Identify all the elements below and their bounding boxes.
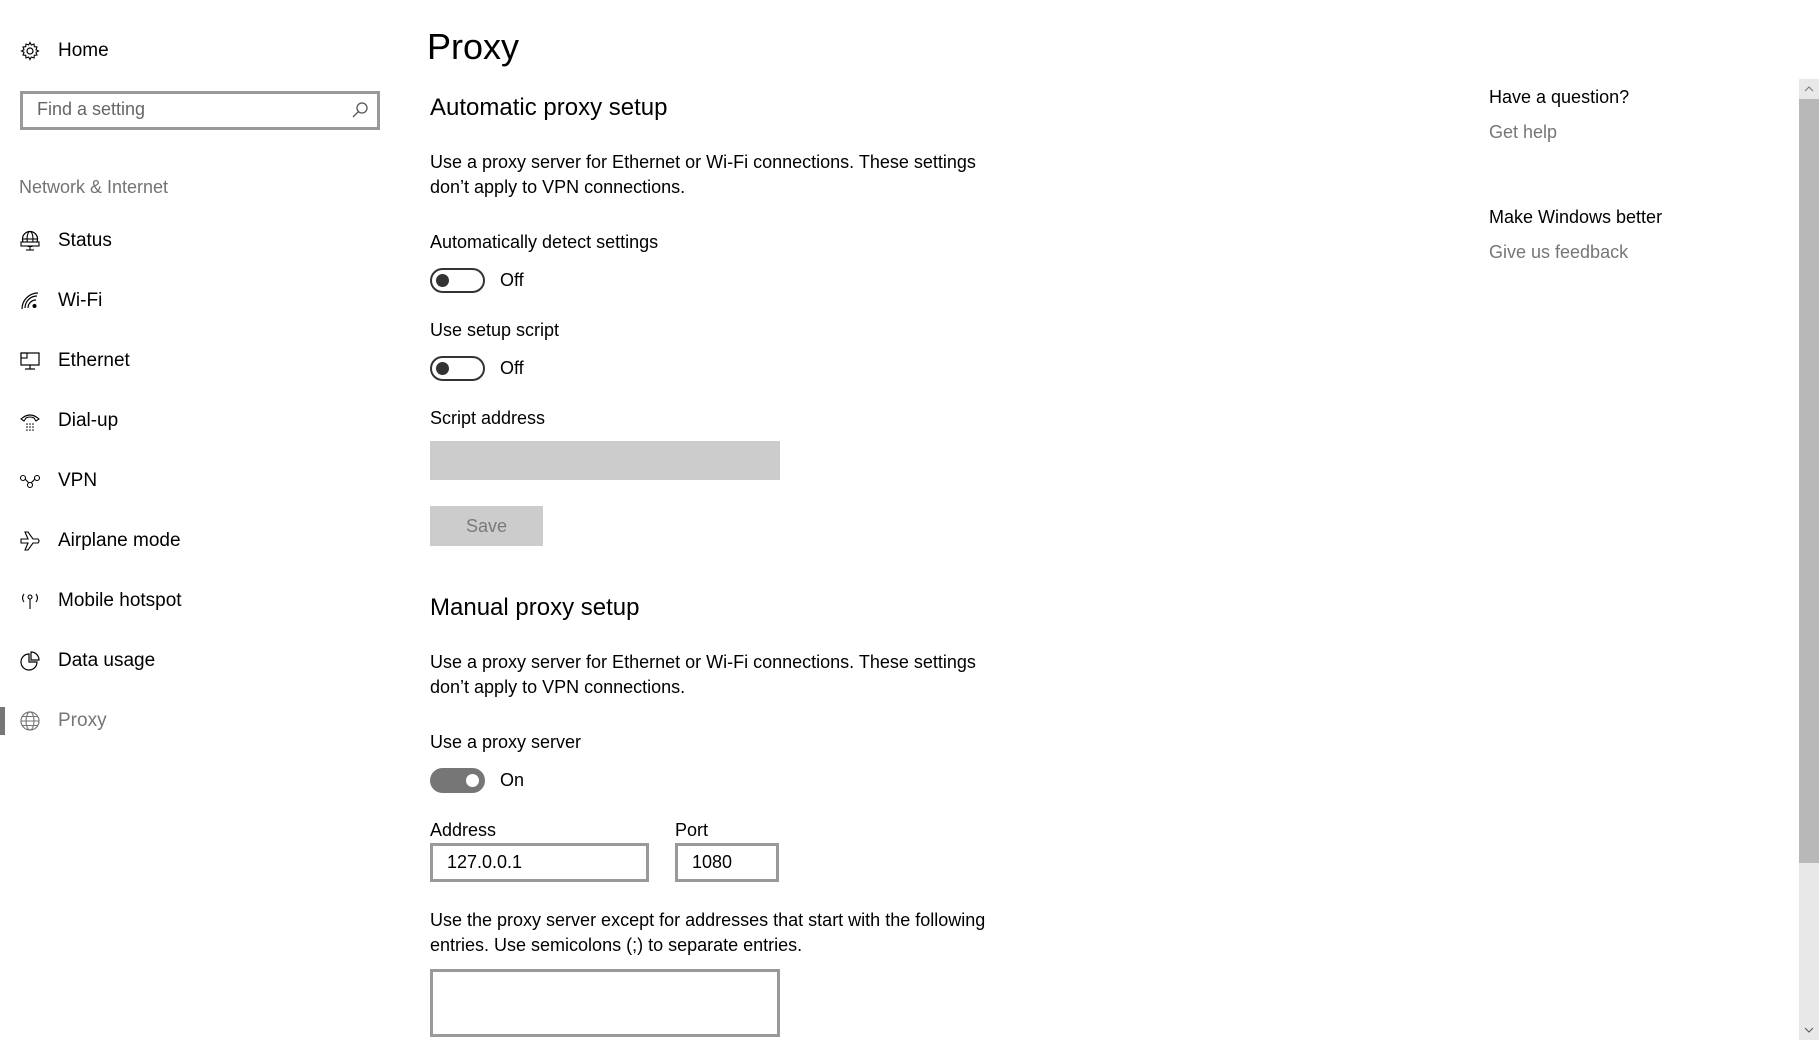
manual-proxy-description: Use a proxy server for Ethernet or Wi-Fi connections. These settings don’t apply to VPN connections. [430,652,976,697]
section-title: Network & Internet [19,177,169,197]
port-input[interactable] [675,843,779,882]
gear-icon [20,41,40,61]
search-icon[interactable] [351,101,369,119]
use-proxy-label: Use a proxy server [430,732,582,752]
active-indicator [0,707,5,735]
address-input[interactable] [430,843,649,882]
airplane-icon [19,530,41,552]
home-label: Home [58,40,109,61]
setup-script-label: Use setup script [430,320,560,340]
setup-script-toggle[interactable] [430,356,485,381]
chevron-up-icon [1804,86,1814,92]
auto-detect-state: Off [500,270,524,290]
pie-chart-icon [19,650,41,672]
page-title: Proxy [427,26,520,67]
give-feedback-link[interactable]: Give us feedback [1489,242,1629,262]
get-help-link[interactable]: Get help [1489,122,1558,142]
sidebar-item-label: VPN [58,470,98,491]
save-button[interactable]: Save [430,506,543,546]
exceptions-textarea[interactable] [430,969,780,1037]
exceptions-description: Use the proxy server except for addresses that start with the following entries. Use semicolons (;) to separate entries. [430,910,986,955]
sidebar-item-data-usage[interactable] [0,636,400,686]
manual-proxy-heading: Manual proxy setup [430,594,640,621]
hotspot-icon [19,590,41,612]
scroll-down-button[interactable] [1799,1020,1819,1040]
phone-icon [19,410,41,432]
use-proxy-toggle[interactable] [430,768,485,793]
sidebar-item-label: Status [58,230,112,251]
sidebar-item-airplane[interactable] [0,516,400,566]
auto-detect-label: Automatically detect settings [430,232,659,252]
automatic-proxy-heading: Automatic proxy setup [430,94,668,121]
sidebar-item-ethernet[interactable] [0,336,400,386]
search-placeholder: Find a setting [37,99,146,119]
sidebar-item-status[interactable] [0,216,400,266]
sidebar-item-label: Dial-up [58,410,119,431]
question-heading: Have a question? [1489,87,1630,107]
globe-icon [19,710,41,732]
script-address-label: Script address [430,408,546,428]
scrollbar-thumb[interactable] [1799,99,1819,863]
scroll-up-button[interactable] [1799,79,1819,99]
sidebar-item-label: Proxy [58,710,107,731]
toggle-knob [436,274,449,287]
sidebar-item-label: Wi-Fi [58,290,103,311]
ethernet-icon [19,350,41,372]
use-proxy-state: On [500,770,525,790]
make-windows-better-heading: Make Windows better [1489,207,1663,227]
auto-detect-toggle[interactable] [430,268,485,293]
sidebar-item-vpn[interactable] [0,456,400,506]
toggle-knob [436,362,449,375]
sidebar-item-proxy[interactable] [0,696,400,746]
address-label: Address [430,820,497,840]
port-label: Port [675,820,709,840]
sidebar-item-label: Data usage [58,650,156,671]
sidebar-item-label: Airplane mode [58,530,181,551]
sidebar-item-label: Mobile hotspot [58,590,182,611]
wifi-icon [19,290,41,312]
toggle-knob [466,774,479,787]
port-value: 1080 [692,852,733,872]
setup-script-state: Off [500,358,524,378]
script-address-input[interactable] [430,441,780,480]
sidebar-item-dialup[interactable] [0,396,400,446]
automatic-proxy-description: Use a proxy server for Ethernet or Wi-Fi connections. These settings don’t apply to VPN connections. [430,152,976,197]
scrollbar[interactable] [1799,79,1819,1040]
sidebar-item-mobile-hotspot[interactable] [0,576,400,626]
address-value: 127.0.0.1 [447,852,523,872]
search-input[interactable] [20,91,380,130]
globe-monitor-icon [19,230,41,252]
sidebar-item-label: Ethernet [58,350,130,371]
vpn-icon [19,470,41,492]
sidebar-item-wifi[interactable] [0,276,400,326]
chevron-down-icon [1804,1027,1814,1033]
